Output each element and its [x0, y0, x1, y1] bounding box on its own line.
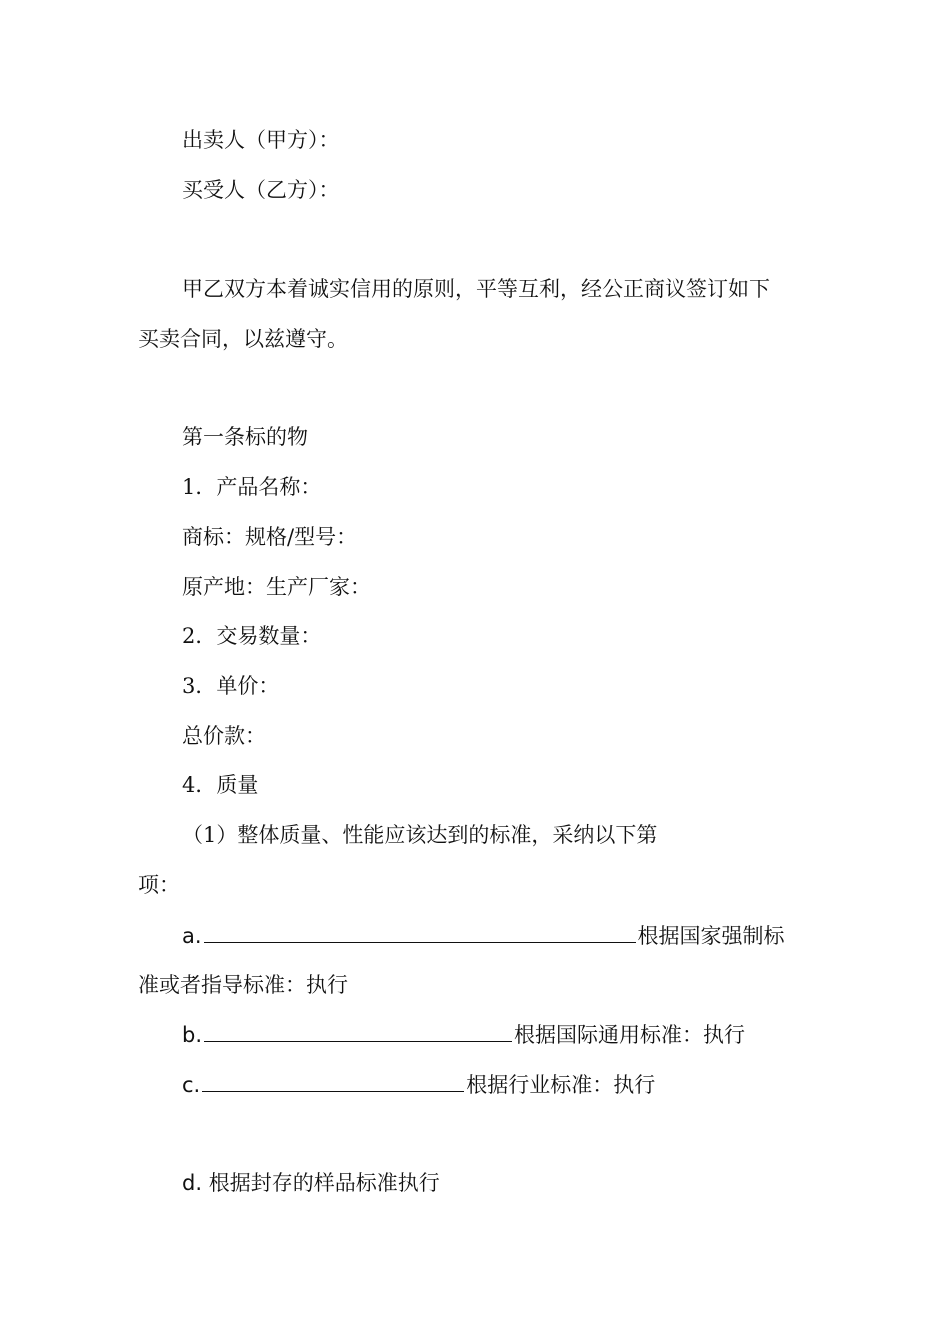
option-a-text: 根据国家强制标 — [637, 924, 785, 948]
quality-clause-line-1: （1）整体质量、性能应该达到的标准，采纳以下第 — [182, 823, 658, 847]
option-d-prefix: d. — [182, 1171, 203, 1195]
option-b-blank[interactable] — [204, 1019, 512, 1042]
intro-paragraph-line-2: 买卖合同，以兹遵守。 — [138, 327, 348, 351]
option-b-text: 根据国际通用标准：执行 — [514, 1023, 746, 1047]
option-a-continuation: 准或者指导标准：执行 — [138, 973, 348, 997]
origin-manufacturer-field: 原产地：生产厂家： — [182, 575, 371, 599]
option-d — [182, 1168, 440, 1198]
option-c-text: 根据行业标准：执行 — [466, 1073, 656, 1097]
option-a-blank[interactable] — [204, 920, 636, 943]
option-d-text: 根据封存的样品标准执行 — [202, 1171, 440, 1195]
quality-clause-line-2: 项： — [138, 873, 180, 897]
option-c-prefix: c. — [182, 1073, 201, 1097]
buyer-label: 买受人（乙方）： — [182, 178, 340, 202]
option-a-prefix: a. — [182, 924, 202, 948]
option-c-blank[interactable] — [202, 1069, 464, 1092]
product-name-field: 1．产品名称： — [182, 475, 322, 499]
trademark-spec-field: 商标：规格/型号： — [182, 525, 358, 549]
option-b-prefix: b. — [182, 1023, 203, 1047]
total-price-field: 总价款： — [182, 724, 266, 748]
seller-label: 出卖人（甲方）： — [182, 128, 340, 152]
unit-price-field: 3．单价： — [182, 674, 280, 698]
quantity-field: 2．交易数量： — [182, 624, 322, 648]
option-a — [182, 920, 785, 951]
quality-heading: 4．质量 — [182, 773, 259, 797]
intro-paragraph-line-1: 甲乙双方本着诚实信用的原则，平等互利，经公正商议签订如下 — [182, 277, 770, 301]
option-c — [182, 1069, 655, 1100]
article-1-title: 第一条标的物 — [182, 425, 308, 449]
option-b — [182, 1019, 745, 1050]
